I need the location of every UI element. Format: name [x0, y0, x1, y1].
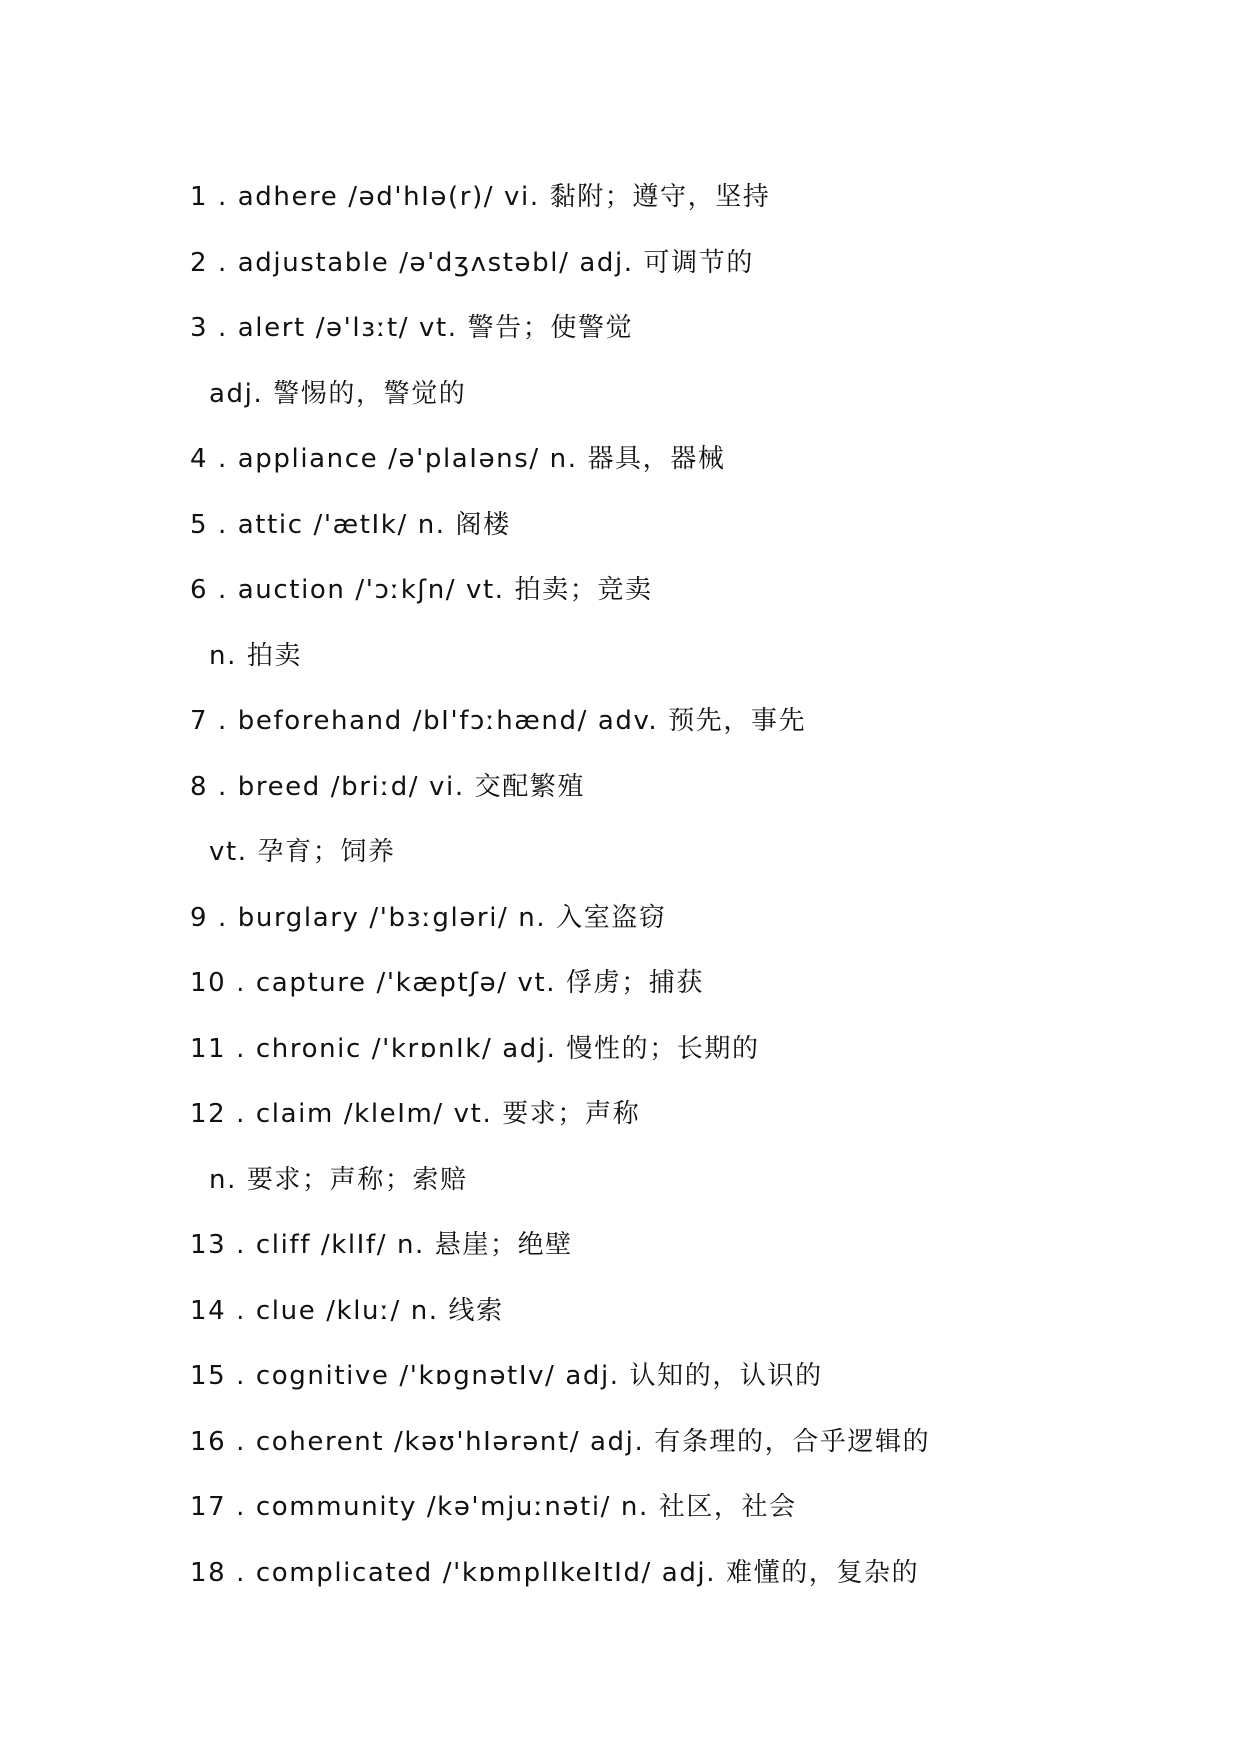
entry-word: chronic	[255, 1033, 362, 1064]
vocab-entry: 9 . burglary /'bɜːgləri/ n. 入室盗窃	[190, 902, 667, 933]
vocab-entry: 3 . alert /ə'lɜːt/ vt. 警告；使警觉	[190, 313, 634, 343]
entry-pos: vt.	[453, 1099, 493, 1129]
entry-pos: adj.	[590, 1426, 645, 1457]
entry-word: cliff	[255, 1230, 311, 1260]
entry-number: 18	[190, 1557, 227, 1588]
entry-phonetic: /klIf/	[320, 1230, 388, 1260]
entry-pos: vt.	[419, 313, 458, 343]
entry-phonetic: /ə'plaIəns/	[388, 444, 540, 474]
entry-pos: vi.	[504, 182, 540, 212]
entry-meaning: 线索	[448, 1295, 504, 1326]
entry-word: clue	[255, 1295, 317, 1326]
entry-pos: vt.	[517, 968, 557, 998]
entry-word: appliance	[237, 444, 379, 474]
entry-pos: adj.	[209, 378, 264, 409]
entry-number: 12	[190, 1099, 227, 1129]
entry-meaning: 器具，器械	[587, 444, 726, 474]
entry-number: 16	[190, 1426, 227, 1457]
entry-word: breed	[237, 771, 321, 802]
vocab-entry: 15 . cognitive /'kɒgnətIv/ adj. 认知的，认识的	[190, 1361, 823, 1391]
entry-number: 17	[190, 1492, 227, 1522]
entry-number: 4	[190, 444, 209, 474]
entry-meaning: 交配繁殖	[474, 771, 586, 802]
entry-phonetic: /kleIm/	[343, 1099, 444, 1129]
vocab-entry: 8 . breed /briːd/ vi. 交配繁殖	[190, 771, 586, 802]
vocab-entry-continuation	[190, 827, 1190, 893]
entry-meaning: 俘虏；捕获	[566, 968, 705, 998]
vocab-entry: 5 . attic /'ætIk/ n. 阁楼	[190, 509, 511, 540]
entry-number: 9	[190, 902, 209, 933]
entry-word: community	[255, 1492, 417, 1522]
entry-meaning: 阁楼	[455, 509, 511, 540]
entry-phonetic: /'kɒmplIkeItId/	[442, 1557, 652, 1588]
vocab-entry: 7 . beforehand /bI'fɔːhænd/ adv. 预先，事先	[190, 706, 807, 736]
entry-word: coherent	[255, 1426, 385, 1457]
entry-meaning: 可调节的	[643, 247, 754, 278]
vocab-entry: 4 . appliance /ə'plaIəns/ n. 器具，器械	[190, 444, 726, 474]
entry-word: attic	[237, 509, 304, 540]
entry-phonetic: /kə'mjuːnəti/	[426, 1492, 612, 1522]
entry-pos: adj.	[579, 247, 634, 278]
entry-pos: n.	[518, 902, 547, 933]
entry-number: 14	[190, 1295, 227, 1326]
vocab-entry-continuation	[190, 1155, 1190, 1221]
entry-pos: adj.	[565, 1361, 620, 1391]
entry-word: burglary	[237, 902, 360, 933]
entry-meaning: 悬崖；绝壁	[434, 1230, 573, 1260]
entry-pos: n.	[549, 444, 578, 474]
entry-pos: vt.	[466, 575, 505, 605]
entry-pos: vt.	[209, 837, 248, 867]
entry-word: capture	[255, 968, 367, 998]
vocab-entry-continuation	[190, 631, 1190, 697]
vocabulary-list	[190, 172, 1190, 1613]
entry-word: beforehand	[237, 706, 403, 736]
entry-pos: n.	[209, 1164, 237, 1195]
entry-pos: adv.	[597, 706, 659, 736]
entry-pos: n.	[396, 1230, 425, 1260]
entry-phonetic: /əd'hIə(r)/	[348, 182, 495, 212]
entry-number: 13	[190, 1230, 227, 1260]
vocab-entry: 13 . cliff /klIf/ n. 悬崖；绝壁	[190, 1230, 573, 1260]
entry-word: alert	[237, 313, 306, 343]
vocab-entry: 11 . chronic /'krɒnIk/ adj. 慢性的；长期的	[190, 1033, 760, 1064]
entry-number: 5	[190, 509, 209, 540]
entry-meaning: 慢性的；长期的	[566, 1033, 760, 1064]
entry-word: adhere	[237, 182, 339, 212]
entry-meaning: 警惕的，警觉的	[273, 378, 467, 409]
entry-word: cognitive	[255, 1361, 390, 1391]
entry-phonetic: /'kæptʃə/	[376, 968, 508, 998]
entry-phonetic: /kəʊ'hIərənt/	[394, 1426, 581, 1457]
entry-phonetic: /ə'lɜːt/	[315, 313, 410, 343]
entry-meaning: 黏附；遵守，坚持	[549, 182, 771, 212]
entry-meaning: 预先，事先	[668, 706, 807, 736]
entry-meaning: 有条理的，合乎逻辑的	[654, 1426, 931, 1457]
entry-meaning: 入室盗窃	[556, 902, 667, 933]
vocab-entry: 2 . adjustable /ə'dʒʌstəbl/ adj. 可调节的	[190, 247, 754, 278]
entry-phonetic: /briːd/	[330, 771, 420, 802]
vocab-entry: 1 . adhere /əd'hIə(r)/ vi. 黏附；遵守，坚持	[190, 182, 771, 212]
entry-number: 11	[190, 1033, 227, 1064]
entry-number: 10	[190, 968, 227, 998]
vocab-entry: 6 . auction /'ɔːkʃn/ vt. 拍卖；竞卖	[190, 575, 653, 605]
entry-meaning: 拍卖；竞卖	[514, 575, 653, 605]
entry-phonetic: /'krɒnIk/	[371, 1033, 493, 1064]
entry-meaning: 警告；使警觉	[467, 313, 634, 343]
entry-pos: vi.	[429, 771, 465, 802]
vocab-entry: 12 . claim /kleIm/ vt. 要求；声称	[190, 1099, 641, 1129]
entry-word: auction	[237, 575, 346, 605]
entry-meaning: 社区，社会	[658, 1492, 797, 1522]
entry-pos: n.	[620, 1492, 649, 1522]
entry-phonetic: /ə'dʒʌstəbl/	[399, 247, 570, 278]
vocab-entry-continuation	[190, 369, 1190, 435]
entry-word: claim	[255, 1099, 334, 1129]
entry-phonetic: /kluː/	[326, 1295, 401, 1326]
vocab-entry: 18 . complicated /'kɒmplIkeItId/ adj. 难懂的，复杂的	[190, 1557, 920, 1588]
vocab-entry: 14 . clue /kluː/ n. 线索	[190, 1295, 504, 1326]
entry-word: adjustable	[237, 247, 390, 278]
entry-meaning: 认知的，认识的	[629, 1361, 823, 1391]
entry-pos: adj.	[661, 1557, 717, 1588]
entry-pos: adj.	[502, 1033, 557, 1064]
entry-phonetic: /'ætIk/	[313, 509, 408, 540]
entry-number: 6	[190, 575, 209, 605]
entry-phonetic: /'ɔːkʃn/	[355, 575, 457, 605]
entry-number: 3	[190, 313, 209, 343]
vocab-entry: 17 . community /kə'mjuːnəti/ n. 社区，社会	[190, 1492, 797, 1522]
entry-number: 2	[190, 247, 209, 278]
entry-phonetic: /'bɜːgləri/	[369, 902, 509, 933]
entry-pos: n.	[417, 509, 446, 540]
entry-meaning: 孕育；饲养	[257, 837, 396, 867]
entry-word: complicated	[255, 1557, 433, 1588]
vocab-entry: 10 . capture /'kæptʃə/ vt. 俘虏；捕获	[190, 968, 705, 998]
entry-meaning: 要求；声称	[502, 1099, 641, 1129]
entry-phonetic: /bI'fɔːhænd/	[412, 706, 588, 736]
entry-number: 7	[190, 706, 209, 736]
entry-meaning: 难懂的，复杂的	[726, 1557, 920, 1588]
entry-number: 1	[190, 182, 209, 212]
entry-meaning: 拍卖	[246, 640, 303, 671]
entry-number: 8	[190, 771, 209, 802]
entry-meaning: 要求；声称；索赔	[246, 1164, 468, 1195]
entry-pos: n.	[209, 640, 237, 671]
entry-number: 15	[190, 1361, 227, 1391]
vocab-entry: 16 . coherent /kəʊ'hIərənt/ adj. 有条理的，合乎逻辑的	[190, 1426, 931, 1457]
entry-phonetic: /'kɒgnətIv/	[399, 1361, 556, 1391]
entry-pos: n.	[410, 1295, 439, 1326]
